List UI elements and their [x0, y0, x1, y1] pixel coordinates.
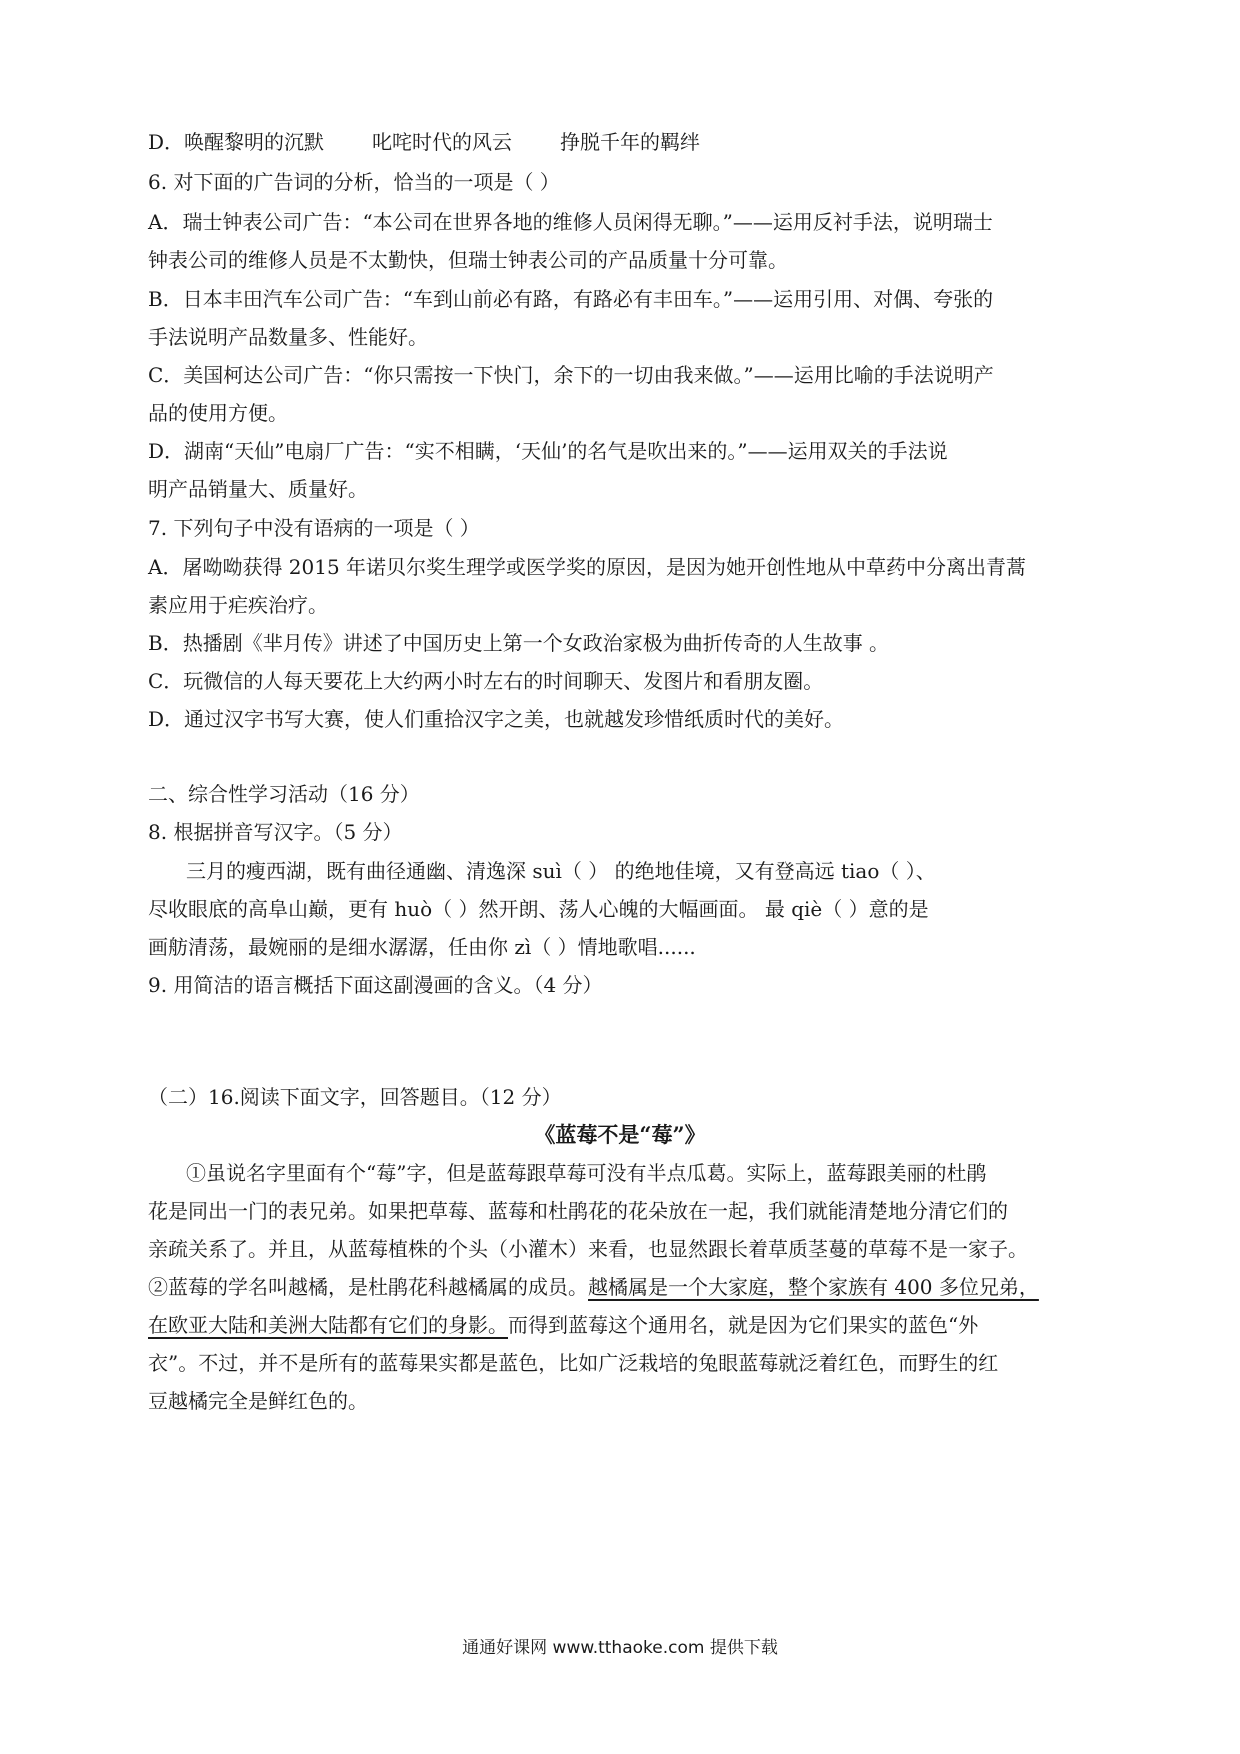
question-7-stem: 7. 下列句子中没有语病的一项是（ ） [148, 516, 480, 540]
paragraph-2-line-2 [148, 1311, 1098, 1339]
paragraph-1-line-3: 亲疏关系了。并且，从蓝莓植株的个头（小灌木）来看，也显然跟长着草质茎蔓的草莓不是一家子。 [148, 1237, 1028, 1261]
question-6-option-a-line-2: 钟表公司的维修人员是不太勤快，但瑞士钟表公司的产品质量十分可靠。 [148, 248, 788, 272]
question-7-option-d: D．通过汉字书写大赛，使人们重拾汉字之美，也就越发珍惜纸质时代的美好。 [148, 707, 845, 731]
reading-title: 《蓝莓不是“莓”》 [534, 1122, 706, 1147]
paragraph-2-text: 而得到蓝莓这个通用名，就是因为它们果实的蓝色“外 [508, 1313, 979, 1337]
question-8-line-2: 尽收眼底的高阜山巅，更有 huò（ ）然开朗、荡人心魄的大幅画面。 最 qiè（ ）意的是 [148, 897, 929, 921]
paragraph-2-line-1 [148, 1273, 1098, 1301]
question-5-option-d [148, 128, 1098, 156]
paragraph-1-line-2: 花是同出一门的表兄弟。如果把草莓、蓝莓和杜鹃花的花朵放在一起，我们就能清楚地分清它们的 [148, 1199, 1008, 1223]
question-7-option-a-line-2: 素应用于疟疾治疗。 [148, 593, 328, 617]
question-6-option-c-line-2: 品的使用方便。 [148, 401, 288, 425]
question-7-option-b: B．热播剧《芈月传》讲述了中国历史上第一个女政治家极为曲折传奇的人生故事 。 [148, 631, 890, 655]
question-6-option-d-line-1: D．湖南“天仙”电扇厂广告：“实不相瞒，‘天仙’的名气是吹出来的。”——运用双关的手法说 [148, 439, 948, 463]
paragraph-2-line-4: 豆越橘完全是鲜红色的。 [148, 1389, 368, 1413]
question-6-option-b-line-1: B．日本丰田汽车公司广告：“车到山前必有路，有路必有丰田车。”——运用引用、对偶、夸张的 [148, 287, 994, 311]
question-8-line-1: 三月的瘦西湖，既有曲径通幽、清逸深 suì（ ） 的绝地佳境，又有登高远 tiao（ ）、 [186, 859, 936, 883]
question-7-option-c: C．玩微信的人每天要花上大约两小时左右的时间聊天、发图片和看朋友圈。 [148, 669, 824, 693]
question-7-option-a-line-1: A．屠呦呦获得 2015 年诺贝尔奖生理学或医学奖的原因，是因为她开创性地从中草药中分离出青蒿 [148, 555, 1027, 579]
option-label: D． [148, 130, 185, 154]
underlined-text: 越橘属是一个大家庭，整个家族有 400 多位兄弟， [588, 1275, 1039, 1299]
question-6-option-b-line-2: 手法说明产品数量多、性能好。 [148, 325, 428, 349]
option-phrase-3: 挣脱千年的羁绊 [560, 130, 701, 154]
question-6-stem: 6. 对下面的广告词的分析，恰当的一项是（ ） [148, 170, 560, 194]
question-8-line-3: 画舫清荡，最婉丽的是细水潺潺，任由你 zì（ ）情地歌唱...... [148, 935, 696, 959]
question-6-option-c-line-1: C．美国柯达公司广告：“你只需按一下快门，余下的一切由我来做。”——运用比喻的手法说明产 [148, 363, 994, 387]
page-footer: 通通好课网 www.tthaoke.com 提供下载 [462, 1638, 778, 1658]
option-phrase-1: 唤醒黎明的沉默 [184, 130, 325, 154]
reading-intro: （二）16.阅读下面文字，回答题目。（12 分） [148, 1085, 562, 1109]
section-2-heading: 二、综合性学习活动（16 分） [148, 782, 420, 806]
paragraph-2-line-3: 衣”。不过，并不是所有的蓝莓果实都是蓝色，比如广泛栽培的兔眼蓝莓就泛着红色，而野生的红 [148, 1351, 999, 1375]
paragraph-1-line-1: ①虽说名字里面有个“莓”字，但是蓝莓跟草莓可没有半点瓜葛。实际上，蓝莓跟美丽的杜鹃 [186, 1161, 987, 1185]
question-8-stem: 8. 根据拼音写汉字。（5 分） [148, 820, 403, 844]
paragraph-2-text: ②蓝莓的学名叫越橘，是杜鹃花科越橘属的成员。 [148, 1275, 588, 1299]
underlined-text: 在欧亚大陆和美洲大陆都有它们的身影。 [148, 1313, 508, 1337]
question-6-option-a-line-1: A．瑞士钟表公司广告：“本公司在世界各地的维修人员闲得无聊。”——运用反衬手法，说明瑞士 [148, 210, 993, 234]
question-9-stem: 9. 用简洁的语言概括下面这副漫画的含义。（4 分） [148, 973, 603, 997]
question-6-option-d-line-2: 明产品销量大、质量好。 [148, 477, 368, 501]
option-phrase-2: 叱咤时代的风云 [372, 130, 513, 154]
